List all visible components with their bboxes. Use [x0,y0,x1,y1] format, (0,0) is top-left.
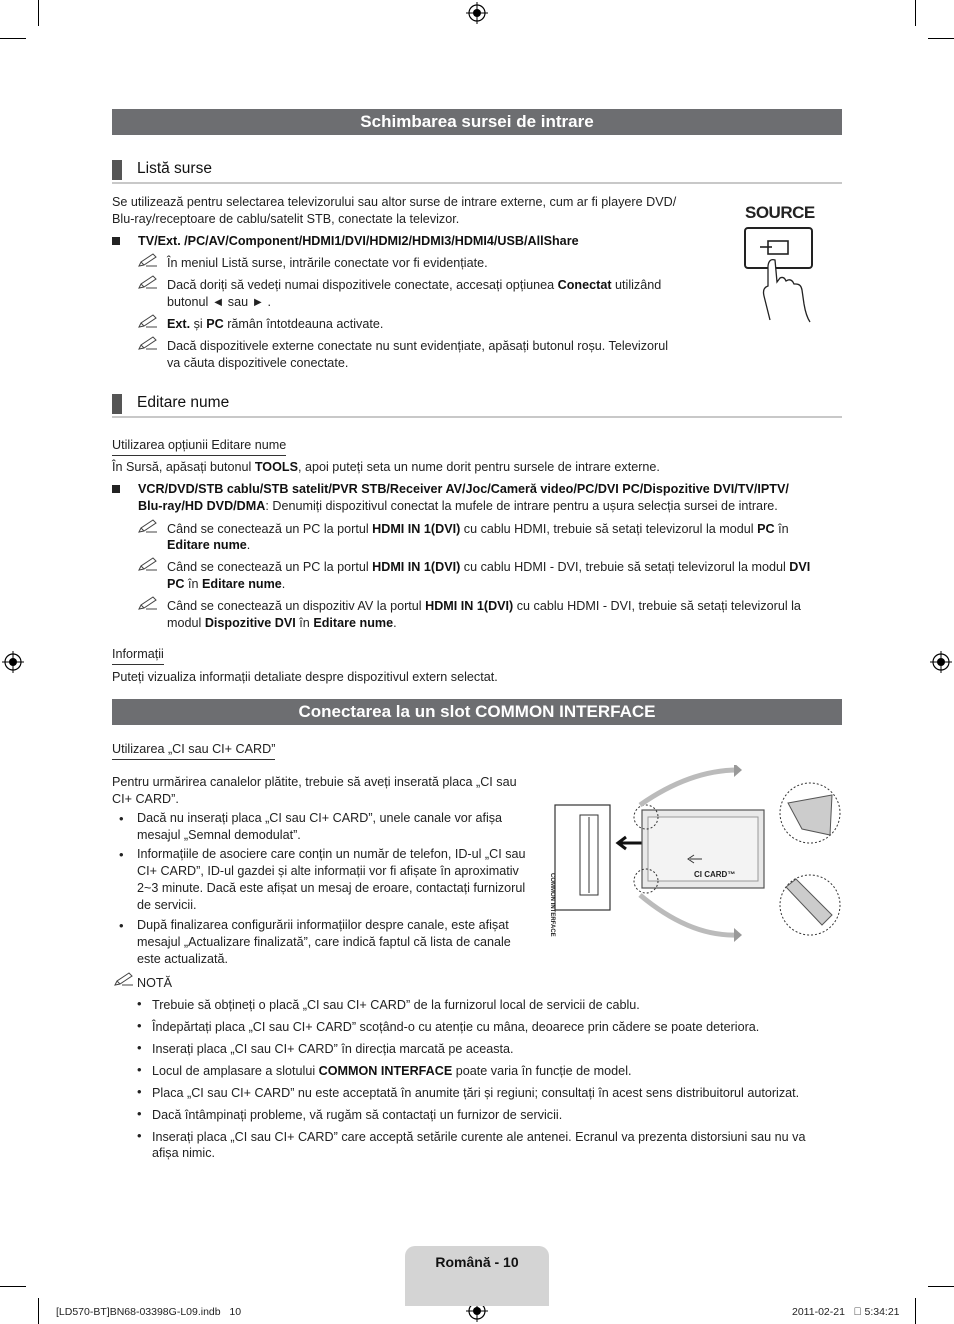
source-button-hand-icon [740,224,820,324]
crop-mark [0,1286,26,1287]
edit-name-link[interactable]: Utilizarea opțiunii Editare nume [112,437,286,456]
bullet-dot: • [119,847,124,862]
bullet-square [112,237,120,245]
crop-mark [38,1298,39,1324]
paragraph: CI+ CARD”. [112,792,179,806]
paragraph: Se utilizează pentru selectarea televizorului sau altor surse de intrare externe, cum ar fi playere DVD/ [112,195,677,209]
bullet-dot: • [137,1018,142,1033]
note-text: PC în Editare nume. [167,577,286,591]
note-text: Trebuie să obțineți o placă „CI sau CI+ CARD” de la furnizorul local de servicii de cablu. [152,998,640,1012]
pencil-note-icon [138,336,158,350]
bullet-text: Informațiile de asociere care conțin un număr de telefon, ID-ul „CI sau [137,847,526,861]
section-title-common-interface: Conectarea la un slot COMMON INTERFACE [112,699,842,725]
crop-mark [915,0,916,26]
note-text: Locul de amplasare a slotului COMMON INTERFACE poate varia în funcție de model. [152,1064,632,1078]
bullet-dot: • [137,996,142,1011]
paragraph: În Sursă, apăsați butonul TOOLS, apoi puteți seta un nume dorit pentru sursele de intrare externe. [112,460,660,474]
registration-mark-icon [466,2,488,24]
subsection-title: Editare nume [137,394,230,411]
slot-label: COMMON INTERFACE [549,873,555,937]
subsection-title: Listă surse [137,160,212,177]
note-text: Editare nume. [167,538,251,552]
bullet-dot: • [137,1062,142,1077]
note-text: Îndepărtați placa „CI sau CI+ CARD” scoțând-o cu atenție cu mâna, deoarece prin cădere se poate deteriora. [152,1020,760,1034]
paragraph: Blu-ray/receptoare de cablu/satelit STB, conectate la televizor. [112,212,460,226]
subsection-marker [112,394,122,414]
bullet-dot: • [137,1084,142,1099]
note-text: butonul ◄ sau ► . [167,295,272,309]
note-text: Dacă doriți să vedeți numai dispozitivele conectate, accesați opțiunea Conectat utilizând [167,278,662,292]
note-text: Inserați placa „CI sau CI+ CARD” care acceptă setările curente ale antenei. Ecranul va prezenta distorsiuni sau nu va [152,1130,806,1144]
note-text: Când se conectează un dispozitiv AV la portul HDMI IN 1(DVI) cu cablu HDMI - DVI, trebuie să setați televizorul la [167,599,801,613]
bullet-text: TV/Ext. /PC/AV/Component/HDMI1/DVI/HDMI2/HDMI3/HDMI4/USB/AllShare [138,234,579,248]
note-text: modul Dispozitive DVI în Editare nume. [167,616,397,630]
note-text: va căuta dispozitivele conectate. [167,356,349,370]
note-text: Inserați placa „CI sau CI+ CARD” în direcția marcată pe aceasta. [152,1042,514,1056]
bullet-square [112,485,120,493]
crop-mark [0,38,26,39]
slug-right: 2011-02-21 ￿ 5:34:21 [792,1306,900,1318]
note-text: Dacă dispozitivele externe conectate nu sunt evidențiate, apăsați butonul roșu. Televizorul [167,339,669,353]
pencil-note-icon [138,253,158,267]
registration-mark-icon [2,651,24,673]
bullet-text: CI+ CARD”, ID-ul gazdei și alte informații vor fi afișate în aproximativ [137,864,519,878]
crop-mark [928,38,954,39]
bullet-text: După finalizarea configurării informațiilor despre canale, este afișat [137,918,509,932]
bullet-dot: • [119,811,124,826]
note-text: Placa „CI sau CI+ CARD” nu este acceptată în anumite țări și regiuni; consultați în acest sens distribuitorul autorizat. [152,1086,800,1100]
paragraph: Pentru urmărirea canalelor plătite, trebuie să aveți inserată placa „CI sau [112,775,517,789]
pencil-note-icon [114,972,134,986]
note-text: Când se conectează un PC la portul HDMI IN 1(DVI) cu cablu HDMI - DVI, trebuie să setați televizorul la modul DVI [167,560,811,574]
crop-mark [915,1298,916,1324]
bullet-dot: • [119,918,124,933]
bullet-text: Blu-ray/HD DVD/DMA: Denumiți dispozitivul conectat la mufele de intrare pentru a ușura selecția sursei de intrare. [138,499,778,513]
slug-left: [LD570-BT]BN68-03398G-L09.indb 10 [56,1306,242,1318]
note-text: Când se conectează un PC la portul HDMI IN 1(DVI) cu cablu HDMI, trebuie să setați televizorul la modul PC în [167,522,789,536]
subsection-source-list [112,158,842,184]
paragraph: Puteți vizualiza informații detaliate despre dispozitivul extern selectat. [112,670,498,684]
ci-card-illustration [550,765,842,945]
crop-mark [928,1286,954,1287]
info-link[interactable]: Informații [112,646,164,665]
ci-card-label: CI CARD™ [694,870,736,879]
registration-mark-icon [930,651,952,673]
note-text: Ext. și PC rămân întotdeauna activate. [167,317,384,331]
pencil-note-icon [138,519,158,533]
bullet-text: de servicii. [137,898,197,912]
page-number: Română - 10 [405,1246,549,1306]
ci-card-link[interactable]: Utilizarea „CI sau CI+ CARD” [112,741,275,760]
bullet-text: mesajul „Actualizare finalizată”, care indică faptul că lista de canale [137,935,511,949]
nota-label: NOTĂ [137,976,172,990]
note-text: afișa nimic. [152,1146,215,1160]
pencil-note-icon [138,596,158,610]
bullet-dot: • [137,1128,142,1143]
bullet-text: este actualizată. [137,952,229,966]
note-text: În meniul Listă surse, intrările conectate vor fi evidențiate. [167,256,488,270]
subsection-marker [112,160,122,180]
bullet-text: mesajul „Semnal demodulat”. [137,828,301,842]
section-title-input-source: Schimbarea sursei de intrare [112,109,842,135]
subsection-edit-name [112,392,842,418]
bullet-dot: • [137,1106,142,1121]
pencil-note-icon [138,275,158,289]
pencil-note-icon [138,557,158,571]
bullet-text: Dacă nu inserați placa „CI sau CI+ CARD”, unele canale vor afișa [137,811,503,825]
source-button-label: SOURCE [745,203,815,222]
bullet-dot: • [137,1040,142,1055]
note-text: Dacă întâmpinați probleme, vă rugăm să contactați un furnizor de servicii. [152,1108,563,1122]
bullet-text: VCR/DVD/STB cablu/STB satelit/PVR STB/Receiver AV/Joc/Cameră video/PC/DVI PC/Dispozitive DVI/TV/IPTV/ [138,482,789,496]
pencil-note-icon [138,314,158,328]
crop-mark [38,0,39,26]
bullet-text: 2~3 minute. Dacă este afișat un mesaj de eroare, contactați furnizorul [137,881,526,895]
